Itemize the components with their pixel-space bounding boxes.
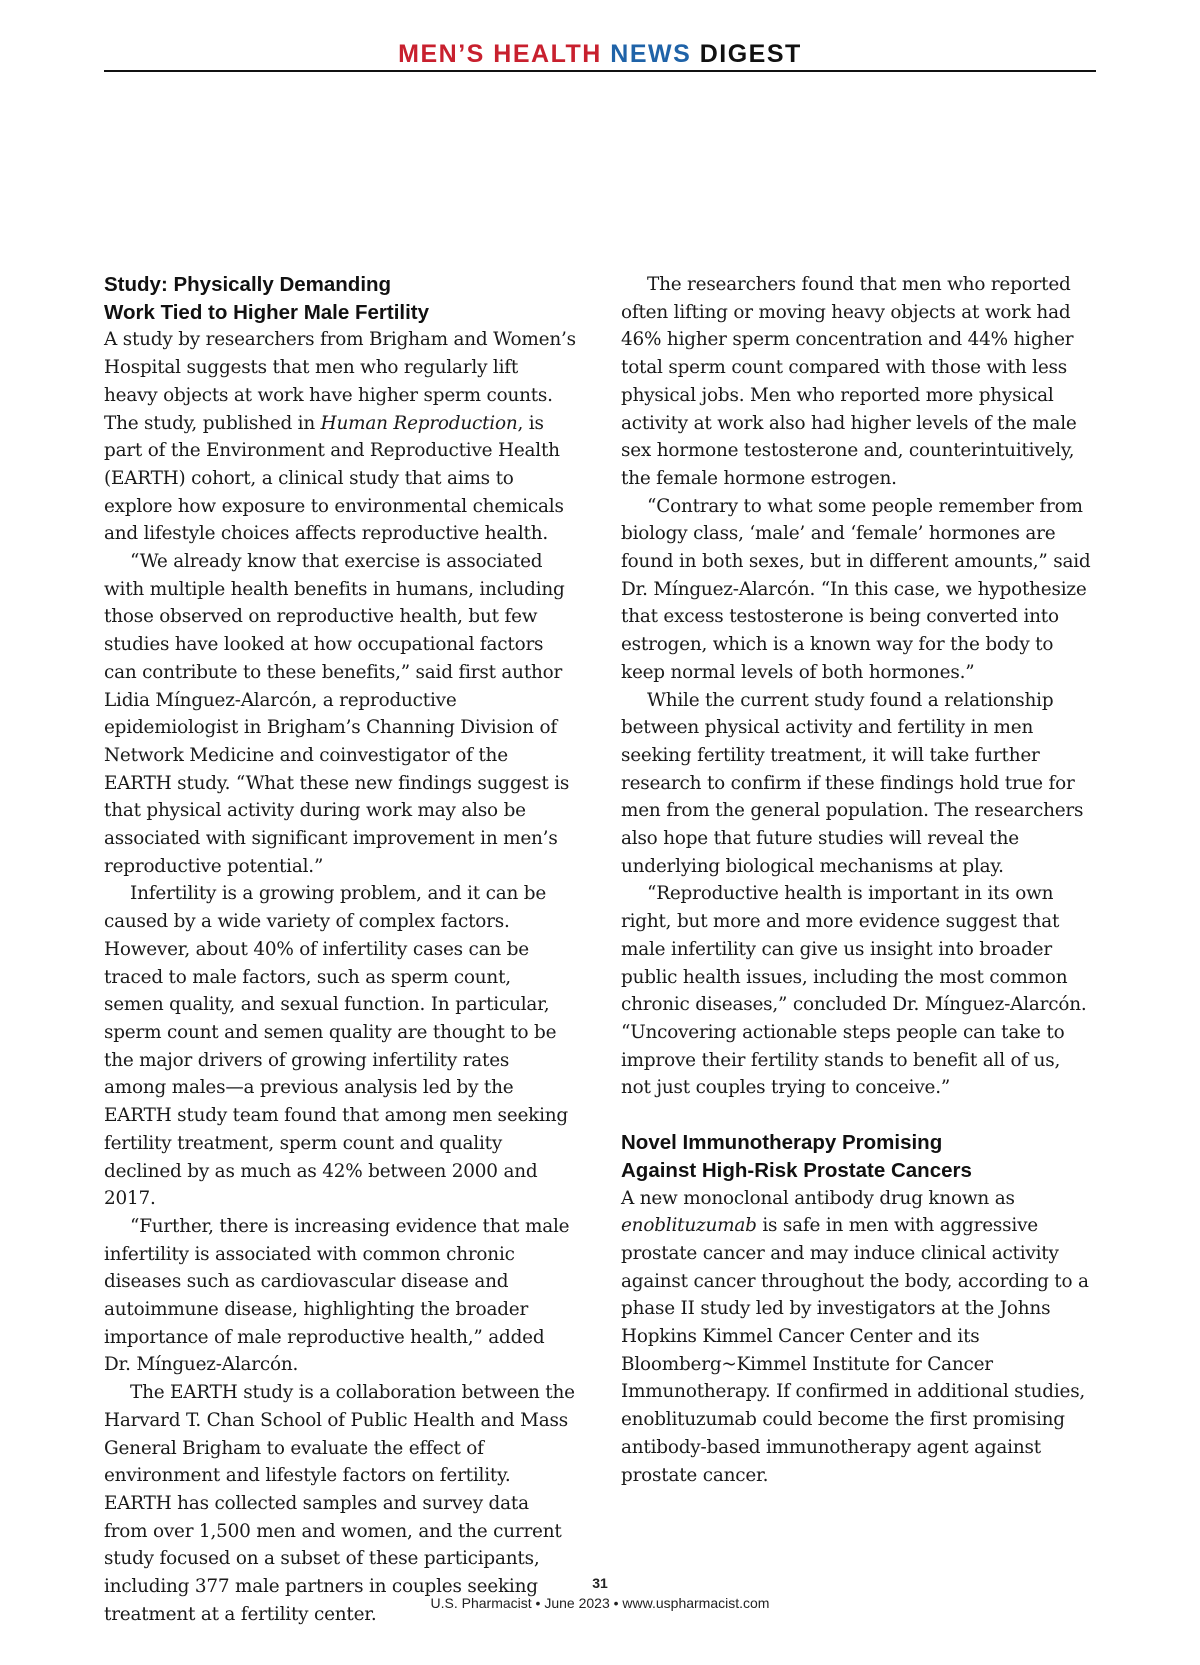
article1-headline	[104, 271, 576, 326]
article1-p1-text-a: A study by researchers from Brigham and Women’s Hospital suggests that men who regularly lift heavy objects at work have higher sperm counts. The study, published in	[104, 329, 576, 434]
article1-paragraph-7: “Contrary to what some people remember from biology class, ‘male’ and ‘female’ hormones are found in both sexes, but in different amounts,” said Dr. Mínguez-Alarcón. “In this case, we hypothesize that excess testosterone is being converted into estrogen, which is a known way for the body to keep normal levels of both hormones.”	[621, 495, 1091, 683]
article1-paragraph-6: The researchers found that men who reported often lifting or moving heavy objects at work had 46% higher sperm concentration and 44% higher total sperm count compared with those with less physical jobs. Men who reported more physical activity at work also had higher levels of the male sex hormone testosterone and, counterintuitively, the female hormone estrogen.	[621, 274, 1077, 489]
article1-paragraph-5: The EARTH study is a collaboration between the Harvard T. Chan School of Public Health and Mass General Brigham to evaluate the effect of environment and lifestyle factors on fertility. EARTH has collected samples and survey data from over 1,500 men and women, and the current study focused on a subset of these participants, including 377 male partners in couples seeking treatment at a fertility center.	[104, 1382, 575, 1625]
article1-paragraph-1	[104, 326, 576, 548]
article2-headline-line1: Novel Immunotherapy Promising	[621, 1131, 943, 1155]
article2-headline-line2: Against High-Risk Prostate Cancers	[621, 1158, 972, 1182]
drug-name: enoblituzumab	[621, 1215, 757, 1237]
masthead-word-digest: DIGEST	[699, 40, 802, 68]
article2-paragraph-1	[621, 1185, 1093, 1490]
article2-headline	[621, 1129, 1093, 1184]
article2-p1-text-a: A new monoclonal antibody drug known as	[621, 1187, 1015, 1209]
left-column	[104, 271, 576, 1628]
article1-paragraph-9: “Reproductive health is important in its own right, but more and more evidence suggest that male infertility can give us insight into broader public health issues, including the most common chronic diseases,” concluded Dr. Mínguez-Alarcón. “Uncovering actionable steps people can take to improve their fertility stands to benefit all of us, not just couples trying to conceive.”	[621, 883, 1087, 1099]
article1-paragraph-2: “We already know that exercise is associated with multiple health benefits in humans, including those observed on reproductive health, but few studies have looked at how occupational factors can contribute to these benefits,” said first author Lidia Mínguez-Alarcón, a reproductive epidemiologist in Brigham’s Channing Division of Network Medicine and coinvestigator of the EARTH study. “What these new findings suggest is that physical activity during work may also be associated with significant improvement in men’s reproductive potential.”	[104, 551, 570, 877]
article1-headline-line2: Work Tied to Higher Male Fertility	[104, 300, 430, 324]
article1-paragraph-4: “Further, there is increasing evidence that male infertility is associated with common chronic diseases such as cardiovascular disease and autoimmune disease, highlighting the broader importance of male reproductive health,” added Dr. Mínguez-Alarcón.	[104, 1215, 570, 1376]
right-column	[621, 271, 1093, 1489]
masthead-word-mens-health: MEN’S HEALTH	[398, 40, 602, 68]
page-number: 31	[592, 1575, 608, 1591]
article1-paragraph-3: Infertility is a growing problem, and it can be caused by a wide variety of complex factors. However, about 40% of infertility cases can be traced to male factors, such as sperm count, semen quality, and sexual function. In particular, sperm count and semen quality are thought to be the major drivers of growing infertility rates among males—a previous analysis led by the EARTH study team found that among men seeking fertility treatment, sperm count and quality declined by as much as 42% between 2000 and 2017.	[104, 883, 569, 1210]
masthead-word-news: NEWS	[610, 40, 692, 68]
article1-paragraph-8: While the current study found a relationship between physical activity and fertility in men seeking fertility treatment, it will take further research to confirm if these findings hold true for men from the general population. The researchers also hope that future studies will reveal the underlying biological mechanisms at play.	[621, 689, 1084, 877]
masthead-rule	[104, 70, 1096, 72]
article1-p1-text-b: , is part of the Environment and Reproductive Health (EARTH) cohort, a clinical study that aims to explore how exposure to environmental chemicals and lifestyle choices affects reproductive health.	[104, 412, 564, 545]
journal-title: Human Reproduction	[320, 412, 518, 434]
article2-p1-text-b: is safe in men with aggressive prostate cancer and may induce clinical activity against cancer throughout the body, according to a phase II study led by investigators at the Johns Hopkins Kimmel Cancer Center and its Bloomberg~Kimmel Institute for Cancer Immunotherapy. If confirmed in additional studies, enoblituzumab could become the first promising antibody-based immunotherapy agent against prostate cancer.	[621, 1215, 1089, 1486]
article1-headline-line1: Study: Physically Demanding	[104, 273, 392, 296]
masthead-title	[104, 42, 1096, 67]
footer-credit: U.S. Pharmacist • June 2023 • www.uspharmacist.com	[430, 1595, 770, 1611]
